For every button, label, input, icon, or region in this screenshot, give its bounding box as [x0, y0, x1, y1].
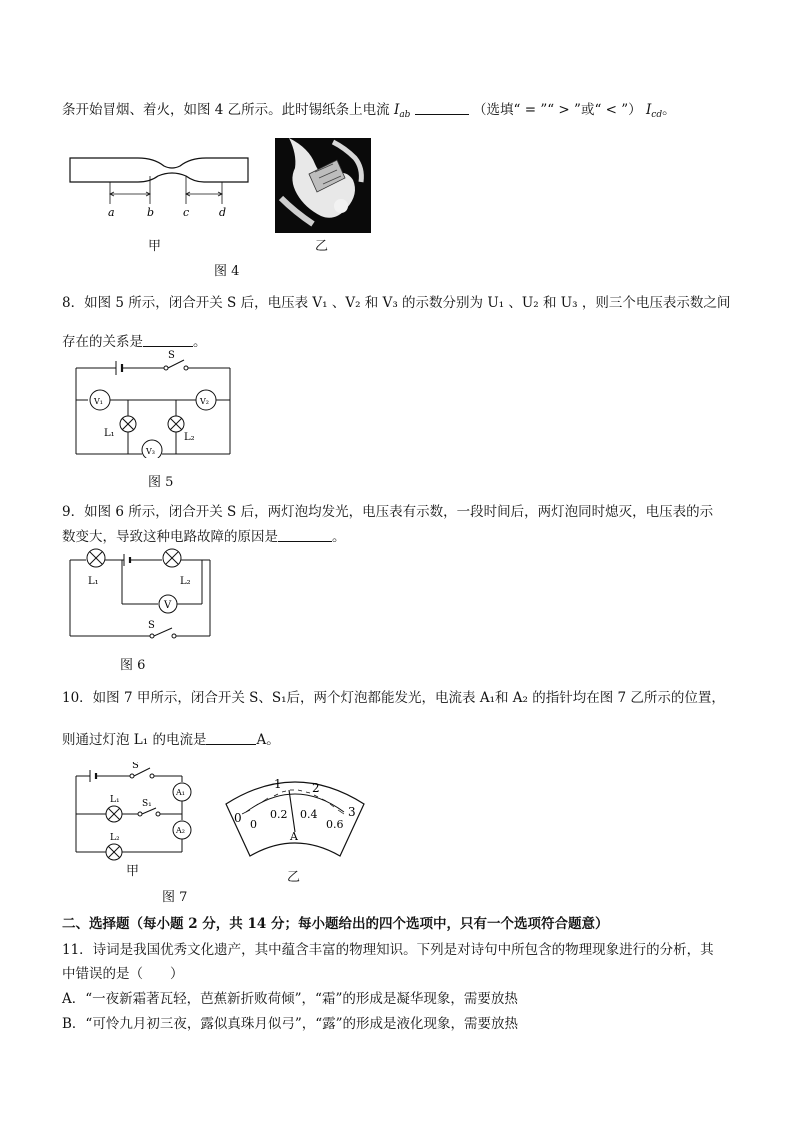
- q10-answer-blank[interactable]: [206, 732, 256, 745]
- q10-line2: 则通过灯泡 L₁ 的电流是 A。: [62, 732, 280, 748]
- q8-line2: 存在的关系是 。: [62, 334, 207, 350]
- svg-text:L₁: L₁: [104, 428, 115, 439]
- svg-text:L₂: L₂: [110, 833, 120, 843]
- svg-text:0.6: 0.6: [326, 818, 344, 831]
- q11-line1: 11．诗词是我国优秀文化遗产，其中蕴含丰富的物理知识。下列是对诗句中所包含的物理现象进行的分析，其: [62, 942, 714, 958]
- point-a-label: a: [108, 206, 115, 219]
- svg-text:A₁: A₁: [176, 788, 185, 797]
- svg-text:0: 0: [250, 818, 257, 831]
- q11-option-b[interactable]: B．“可怜九月初三夜，露似真珠月似弓”，“露”的形成是液化现象，需要放热: [62, 1016, 519, 1032]
- section-2-heading: 二、选择题（每小题 2 分，共 14 分；每小题给出的四个选项中，只有一个选项符合题意）: [62, 916, 609, 932]
- point-c-label: c: [183, 206, 190, 219]
- figure-6-circuit: [66, 546, 216, 642]
- svg-text:V₃: V₃: [146, 447, 155, 456]
- svg-text:0: 0: [234, 811, 242, 825]
- figure-4-yi-caption: 乙: [315, 239, 329, 254]
- q9-line1: 9．如图 6 所示，闭合开关 S 后，两灯泡均发光，电压表有示数，一段时间后，两灯泡同时熄灭，电压表的示: [62, 504, 714, 520]
- figure-7-jia-caption: 甲: [126, 864, 140, 879]
- svg-text:L₂: L₂: [184, 432, 195, 443]
- figure-6-caption: 图 6: [120, 658, 146, 673]
- figure-7-yi-caption: 乙: [287, 870, 301, 885]
- svg-text:1: 1: [274, 777, 282, 791]
- q8-answer-blank[interactable]: [143, 334, 193, 347]
- svg-text:S: S: [132, 762, 139, 771]
- q9-line2: 数变大，导致这种电路故障的原因是 。: [62, 529, 346, 545]
- svg-text:L₂: L₂: [180, 576, 191, 587]
- q7-text: 条开始冒烟、着火，如图 4 乙所示。此时锡纸条上电流 $I_{ab}$ （选填“ = ”“ > ”或“ < ”） $I_{cd}$。: [62, 102, 676, 120]
- svg-text:V₂: V₂: [200, 397, 209, 406]
- point-b-label: b: [147, 206, 155, 219]
- figure-5-caption: 图 5: [148, 475, 174, 490]
- tin-foil-strip: [70, 158, 248, 182]
- svg-text:V₁: V₁: [94, 397, 103, 406]
- figure-5-circuit: [70, 348, 236, 458]
- svg-text:0.4: 0.4: [300, 808, 318, 821]
- figure-4-caption: 图 4: [214, 264, 240, 279]
- svg-text:3: 3: [348, 805, 356, 819]
- figure-7-yi-ammeter: [222, 770, 368, 866]
- svg-text:2: 2: [312, 781, 320, 795]
- svg-text:S: S: [168, 350, 175, 361]
- svg-text:V: V: [164, 600, 172, 611]
- point-d-label: d: [219, 206, 227, 219]
- figure-7-jia-circuit: [70, 762, 196, 862]
- svg-text:S: S: [148, 620, 155, 631]
- q9-answer-blank[interactable]: [278, 529, 332, 542]
- figure-4-yi-photo: [275, 138, 371, 233]
- svg-text:L₁: L₁: [110, 795, 120, 805]
- svg-text:A: A: [290, 830, 298, 843]
- svg-text:A₂: A₂: [176, 826, 185, 835]
- q7-answer-blank[interactable]: [415, 102, 469, 115]
- figure-7-caption: 图 7: [162, 890, 188, 905]
- svg-text:0.2: 0.2: [270, 808, 288, 821]
- svg-text:S₁: S₁: [142, 799, 152, 809]
- q11-line2: 中错误的是（ ）: [62, 966, 184, 982]
- q10-line1: 10．如图 7 甲所示，闭合开关 S、S₁后，两个灯泡都能发光，电流表 A₁和 A₂ 的指针均在图 7 乙所示的位置，: [62, 690, 725, 706]
- q11-option-a[interactable]: A．“一夜新霜著瓦轻，芭蕉新折败荷倾”，“霜”的形成是凝华现象，需要放热: [62, 991, 518, 1007]
- figure-4-jia: [68, 152, 250, 232]
- svg-text:L₁: L₁: [88, 576, 99, 587]
- figure-4-jia-caption: 甲: [148, 239, 162, 254]
- q8-line1: 8．如图 5 所示，闭合开关 S 后，电压表 V₁ 、V₂ 和 V₃ 的示数分别为 U₁ 、U₂ 和 U₃ ，则三个电压表示数之间: [62, 295, 731, 311]
